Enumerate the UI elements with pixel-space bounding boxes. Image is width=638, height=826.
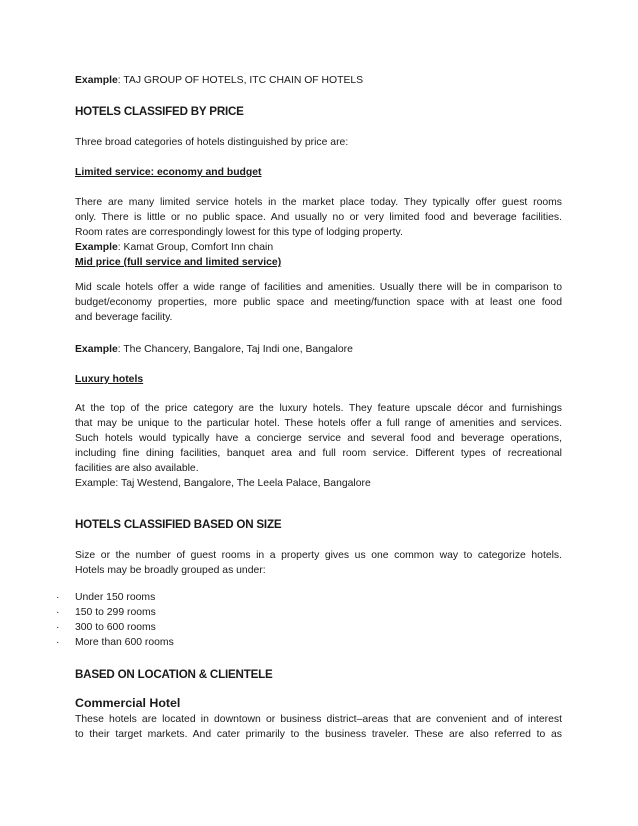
subheading-commercial-hotel: Commercial Hotel [75,696,181,710]
text-line: that may be unique to the particular hotel. These hotels offer a full range of amenities and services. [75,418,562,429]
text-line: and beverage facility. [75,312,173,323]
text-line: only. There is little or no public space. And usually no or very limited food and beverage facilities. [75,212,562,223]
example-groups [75,73,562,88]
text-line: Such hotels would typically have a concierge service and several food and beverage operations, [75,433,562,444]
text-line: to their target markets. And cater primarily to the business traveler. These are also referred to as [75,729,562,740]
list-item: · 300 to 600 rooms [56,622,156,633]
text-line: At the top of the price category are the luxury hotels. They feature upscale décor and furnishings [75,403,562,414]
bullet-icon: · [56,622,60,633]
text-line: Hotels may be broadly grouped as under: [75,565,266,576]
example-luxury: Example: Taj Westend, Bangalore, The Leela Palace, Bangalore [75,478,371,489]
example-label: Example [75,75,118,86]
heading-location: BASED ON LOCATION & CLIENTELE [75,668,273,681]
text-line: Room rates are correspondingly lowest for this type of lodging property. [75,227,403,238]
text-line: These hotels are located in downtown or business district–areas that are convenient and of interest [75,714,562,725]
heading-size: HOTELS CLASSIFIED BASED ON SIZE [75,518,282,531]
paragraph-mid-price [75,280,562,325]
list-item: · Under 150 rooms [56,592,156,603]
example-mid-price: Example: The Chancery, Bangalore, Taj Indi one, Bangalore [75,344,353,355]
text-line: Size or the number of guest rooms in a property gives us one common way to categorize hotels. [75,550,562,561]
bullet-icon: · [56,592,60,603]
paragraph-size [75,548,562,578]
text-line: budget/economy properties, more public space and meeting/function space with at least one food [75,297,562,308]
example-limited: Example: Kamat Group, Comfort Inn chain [75,242,274,253]
example-text: : TAJ GROUP OF HOTELS, ITC CHAIN OF HOTELS [117,75,364,86]
bullet-icon: · [56,637,60,648]
list-item: · More than 600 rooms [56,637,174,648]
subheading-mid-price: Mid price (full service and limited service) [75,257,282,268]
bullet-icon: · [56,607,60,618]
text-line: Mid scale hotels offer a wide range of facilities and amenities. Usually there will be in comparison to [75,282,562,293]
text-line: facilities are also available. [75,463,199,474]
paragraph-limited-service [75,195,562,270]
price-intro: Three broad categories of hotels distinguished by price are: [75,137,349,148]
subheading-limited-service: Limited service: economy and budget [75,167,262,178]
heading-price: HOTELS CLASSIFED BY PRICE [75,105,244,118]
text-line: There are many limited service hotels in the market place today. They typically offer guest rooms [75,197,562,208]
list-item: · 150 to 299 rooms [56,607,156,618]
subheading-luxury: Luxury hotels [75,374,144,385]
text-line: including fine dining facilities, banquet area and full room service. Different types of recreational [75,448,562,459]
room-size-list [56,590,356,650]
paragraph-luxury [75,401,562,491]
paragraph-commercial-hotel [75,712,562,742]
